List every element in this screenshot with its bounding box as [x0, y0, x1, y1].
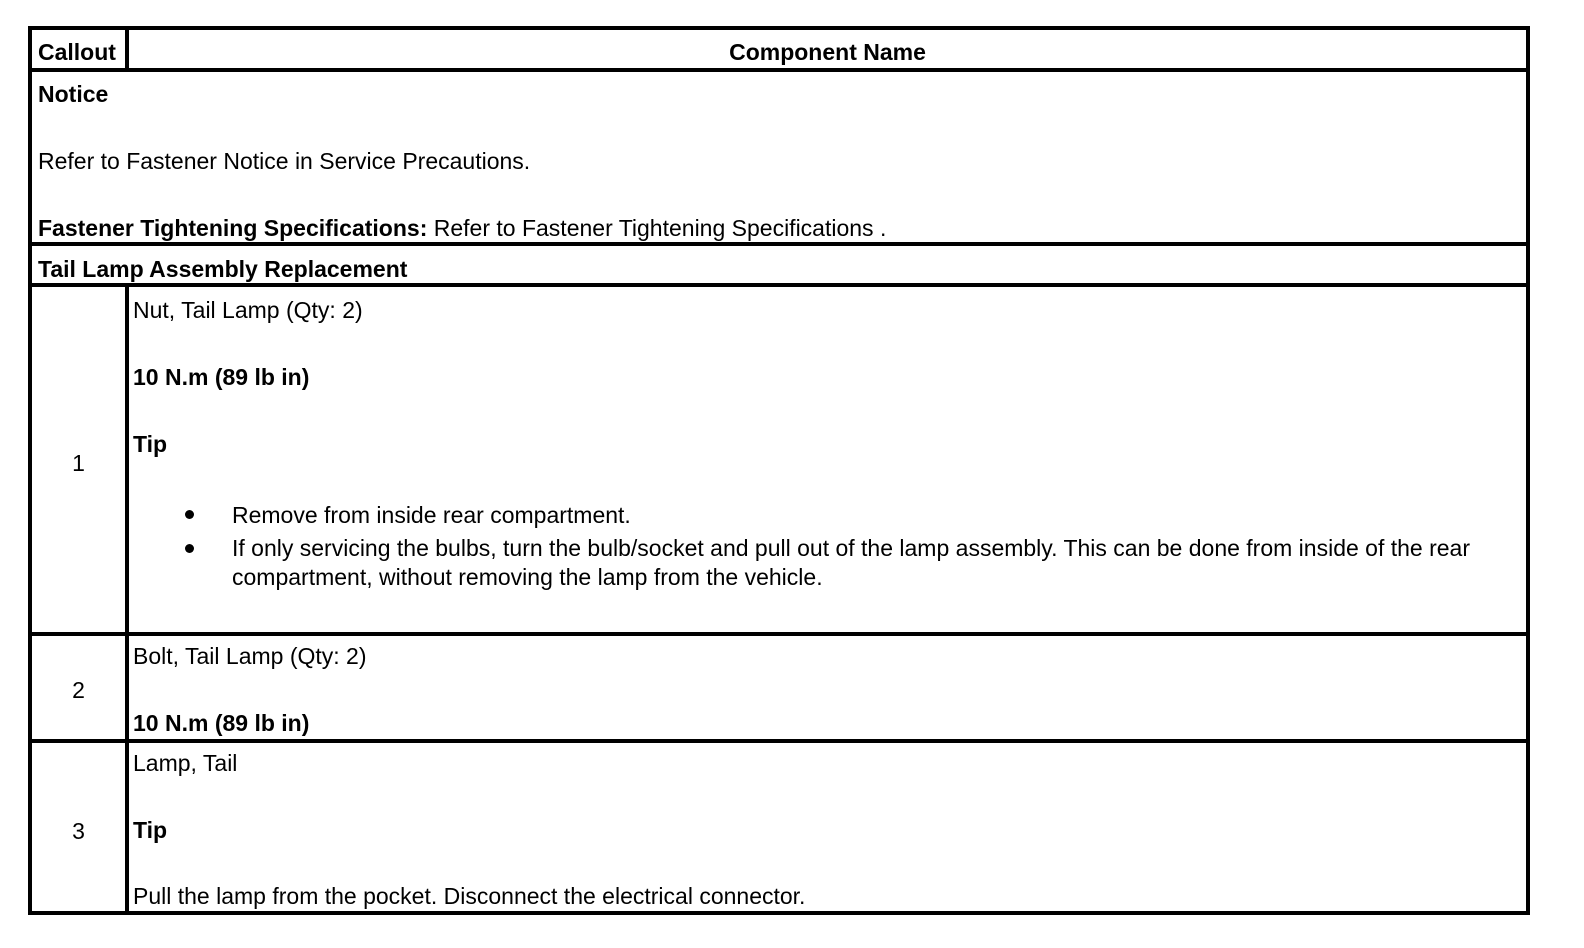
bullet-dot [185, 510, 194, 519]
tip-text: Pull the lamp from the pocket. Disconnect the electrical connector. [133, 883, 806, 909]
header-component-name: Component Name [729, 39, 926, 65]
component-name: Lamp, Tail [133, 750, 238, 776]
fastener-spec-text: Refer to Fastener Tightening Specifications . [427, 215, 887, 241]
notice-separator [32, 242, 1526, 246]
section-separator [32, 283, 1526, 287]
bullet-item: Remove from inside rear compartment. [232, 502, 631, 528]
header-divider [125, 30, 129, 68]
callout-number: 3 [72, 818, 85, 844]
fastener-spec-line [38, 215, 886, 241]
callout-number: 1 [72, 450, 85, 476]
section-title: Tail Lamp Assembly Replacement [38, 256, 408, 282]
torque-spec: 10 N.m (89 lb in) [133, 364, 310, 390]
tip-label: Tip [133, 817, 168, 843]
callout-number: 2 [72, 677, 85, 703]
row1-divider [125, 287, 129, 632]
notice-title: Notice [38, 81, 109, 107]
component-name: Nut, Tail Lamp (Qty: 2) [133, 297, 363, 323]
tip-label: Tip [133, 431, 168, 457]
row2-divider [125, 636, 129, 739]
component-name: Bolt, Tail Lamp (Qty: 2) [133, 643, 367, 669]
fastener-spec-label: Fastener Tightening Specifications: [38, 215, 428, 241]
bullet-item: If only servicing the bulbs, turn the bulb/socket and pull out of the lamp assembly. This can be done from inside of the rear compartment, without removing the lamp from the vehicle. [232, 535, 1471, 590]
row2-separator [32, 739, 1526, 743]
header-callout: Callout [38, 39, 116, 65]
notice-text: Refer to Fastener Notice in Service Precautions. [38, 148, 531, 174]
row3-divider [125, 743, 129, 915]
bullet-dot [185, 544, 194, 553]
header-separator [32, 68, 1526, 72]
component-table [28, 26, 1530, 915]
row1-separator [32, 632, 1526, 636]
torque-spec: 10 N.m (89 lb in) [133, 710, 310, 736]
